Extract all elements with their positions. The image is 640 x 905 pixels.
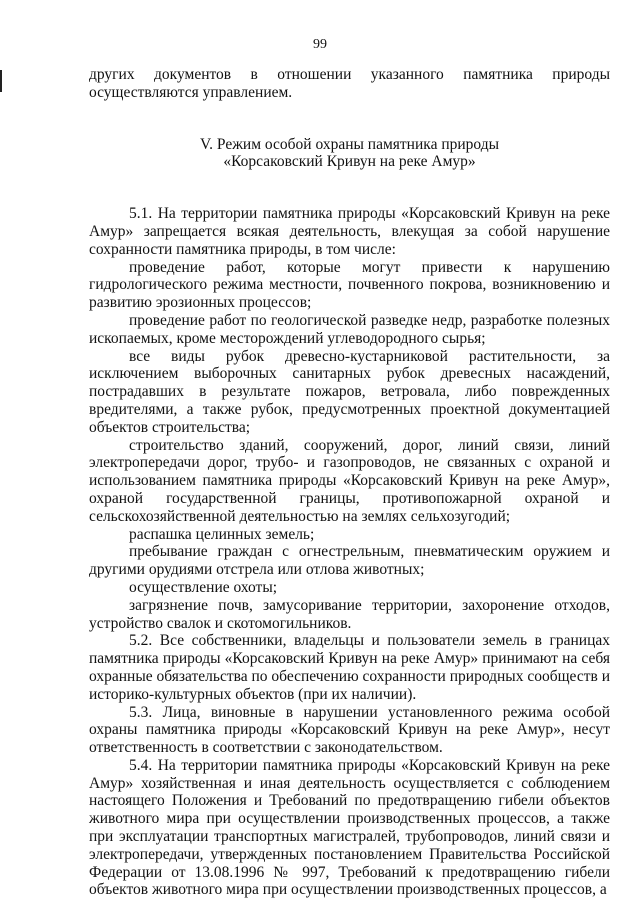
list-item-construction: строительство зданий, сооружений, дорог, линий связи, линий электропередачи дорог, трубо- и газопроводов, не связанных с охраной и использованием памятника природы «Корсаковский Кривун на реке Амур», охраной государственной границы, противопожарной охраной и сельскохозяйственной деятельностью на землях сельхозугодий; <box>89 436 610 525</box>
document-body <box>89 66 610 899</box>
scan-edge-mark <box>0 70 2 92</box>
paragraph-5-3: 5.3. Лица, виновные в нарушении установленного режима особой охраны памятника природы «Корсаковский Кривун на реке Амур», несут ответственность в соответствии с законодательством. <box>89 703 610 757</box>
list-item-hydrology: проведение работ, которые могут привести к нарушению гидрологического режима местности, почвенного покрова, возникновению и развитию эрозионных процессов; <box>89 258 610 312</box>
intro-paragraph: других документов в отношении указанного памятника природы осуществляются управлением. <box>89 66 610 101</box>
list-item-logging: все виды рубок древесно-кустарниковой растительности, за исключением выборочных санитарных рубок древесных насаждений, пострадавших в результате пожаров, ветровала, либо поврежденных вредителями, а также рубок, предусмотренных проектной документацией объектов строительства; <box>89 347 610 436</box>
page-number: 99 <box>313 37 327 52</box>
section-heading-line-2: «Корсаковский Кривун на реке Амур» <box>223 153 476 171</box>
list-item-hunting: осуществление охоты; <box>129 578 278 596</box>
paragraph-5-4: 5.4. На территории памятника природы «Корсаковский Кривун на реке Амур» хозяйственная и иная деятельность осуществляется с соблюдением настоящего Положения и Требований по предотвращению гибели объектов животного мира при осуществлении производственных процессов, а также при эксплуатации транспортных магистралей, трубопроводов, линий связи и электропередачи, утвержденных постановлением Правительства Российской Федерации от 13.08.1996 № 997, Требований к предотвращению гибели объектов животного мира при осуществлении производственных процессов, а <box>89 756 610 899</box>
list-item-geology: проведение работ по геологической разведке недр, разработке полезных ископаемых, кроме месторождений углеводородного сырья; <box>89 311 610 347</box>
paragraph-5-1: 5.1. На территории памятника природы «Корсаковский Кривун на реке Амур» запрещается всякая деятельность, влекущая за собой нарушение сохранности памятника природы, в том числе: <box>89 205 610 258</box>
list-item-weapons: пребывание граждан с огнестрельным, пневматическим оружием и другими орудиями отстрела или отлова животных; <box>89 543 610 579</box>
list-item-plowing: распашка целинных земель; <box>129 525 315 543</box>
section-heading <box>89 136 610 172</box>
section-heading-line-1: V. Режим особой охраны памятника природы <box>199 135 500 153</box>
paragraph-5-2: 5.2. Все собственники, владельцы и пользователи земель в границах памятника природы «Корсаковский Кривун на реке Амур» принимают на себя охранные обязательства по обеспечению сохранности природных сообществ и историко-культурных объектов (при их наличии). <box>89 632 610 703</box>
list-item-pollution: загрязнение почв, замусоривание территории, захоронение отходов, устройство свалок и скотомогильников. <box>89 596 610 632</box>
